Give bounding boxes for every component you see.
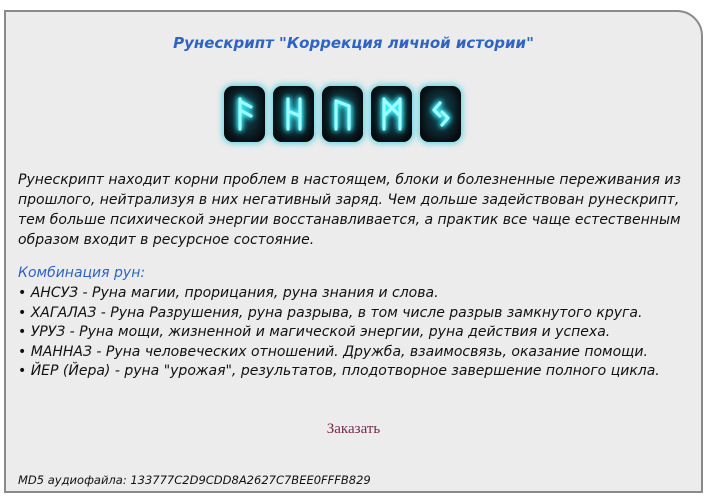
runescript-card <box>4 10 703 493</box>
list-item: • ЙЕР (Йера) - руна "урожая", результатов, плодотворное завершение полного цикла. <box>18 363 660 379</box>
list-item: • УРУЗ - Руна мощи, жизненной и магической энергии, руна действия и успеха. <box>18 324 611 340</box>
rune-stone-hagalaz <box>273 86 314 142</box>
rune-stone-jera <box>420 86 461 142</box>
list-item: • МАННАЗ - Руна человеческих отношений. Дружба, взаимосвязь, оказание помощи. <box>18 343 648 360</box>
order-link[interactable]: Заказать <box>326 421 381 437</box>
rune-hagalaz-icon <box>280 96 308 132</box>
rune-stone-ansuz <box>224 86 265 142</box>
rune-ansuz-icon <box>231 96 259 132</box>
page-title: Рунескрипт "Коррекция личной истории" <box>173 34 534 52</box>
rune-mannaz-icon <box>378 96 406 132</box>
rune-stone-uruz <box>322 86 363 142</box>
combination-title: Комбинация рун: <box>18 265 146 281</box>
md5-hash: MD5 аудиофайла: 133777C2D9CDD8A2627C7BEE0FFFB829 <box>18 473 371 487</box>
description-text: Рунескрипт находит корни проблем в настоящем, блоки и болезненные переживания из прошлого, нейтрализуя в них негативный заряд. Чем дольше задействован рунескрипт, тем больше психической энергии восстанавливается, а практик все чаще естественным образом входит в ресурсное состояние. <box>18 172 681 248</box>
rune-stone-mannaz <box>371 86 412 142</box>
combination-list <box>18 284 660 382</box>
list-item: • ХАГАЛАЗ - Руна Разрушения, руна разрыва, в том числе разрыв замкнутого круга. <box>18 304 643 321</box>
list-item: • АНСУЗ - Руна магии, прорицания, руна знания и слова. <box>18 285 439 301</box>
rune-strip <box>224 86 470 148</box>
rune-uruz-icon <box>329 96 357 132</box>
rune-jera-icon <box>427 96 455 132</box>
